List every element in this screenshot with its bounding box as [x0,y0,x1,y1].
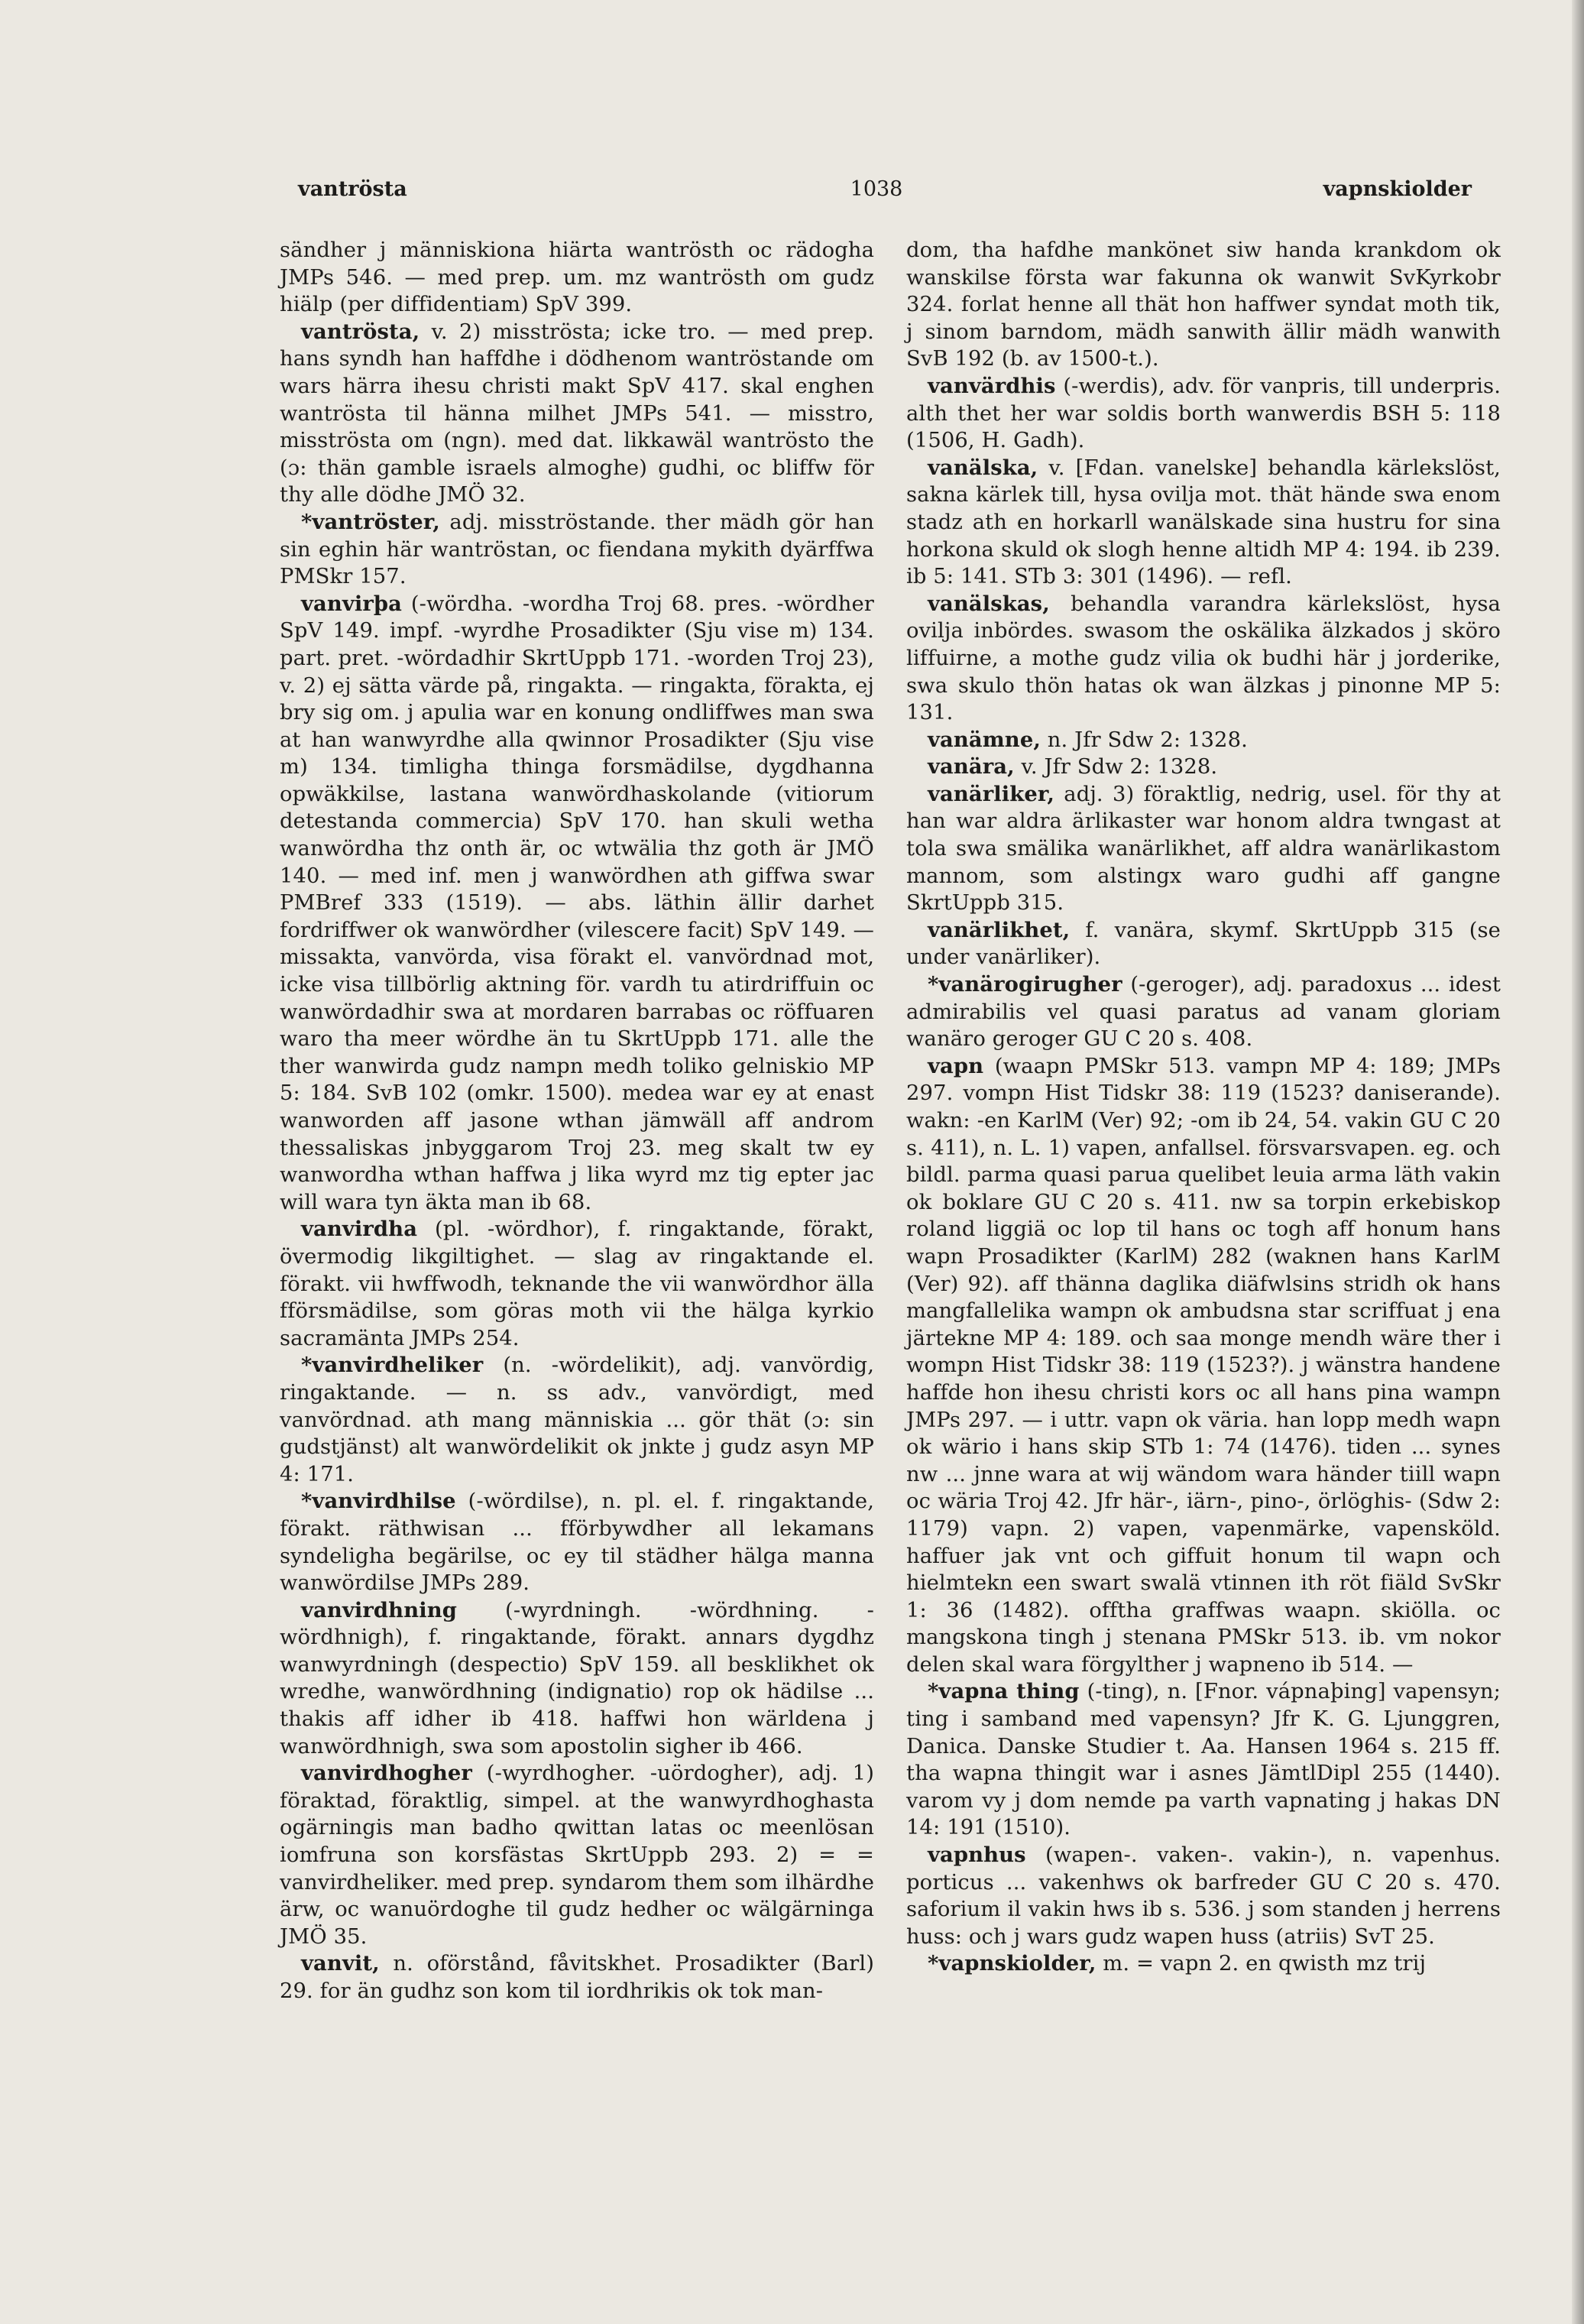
entry-continuation [906,237,1501,373]
dictionary-entry [280,1488,874,1596]
dictionary-entry [906,1842,1501,1950]
dictionary-entry [906,917,1501,971]
entry-text: adj. 3) föraktlig, nedrig, usel. för thy at han war aldra ärlikaster war honom aldra twngast at tola swa smälika wanärlikhet, aff aldra wanärlikastom mannom, som alstingx waro gudhi aff gangne SkrtUppb 315. [906,782,1501,916]
header-left-guide-word: vantrösta [298,177,407,201]
dictionary-entry [280,1597,874,1761]
headword: vanärlikhet, [928,917,1071,942]
entry-text: (-geroger), adj. paradoxus ... idest admirabilis vel quasi paratus ad vanam gloriam wanäro geroger GU C 20 s. 408. [906,973,1501,1052]
headword: vanvärdhis [928,373,1056,398]
dictionary-entry [280,319,874,509]
headword: *vapna thing [928,1679,1080,1704]
dictionary-entry [906,754,1501,781]
headword: *vantröster, [301,509,440,534]
entry-text: (-wyrdhogher. -uördogher), adj. 1) föraktad, föraktlig, simpel. at the wanwyrdhoghasta ogärningis man badho qwittan latas oc meenlösan iomfruna son korsfästas SkrtUppb 293. 2) = = vanvirdheliker. med prep. syndarom them som ilhärdhe ärw, oc wanuördoghe til gudz hedher oc wälgärninga JMÖ 35. [280,1762,874,1949]
header-right-guide-word: vapnskiolder [1323,177,1472,201]
dictionary-entry [906,727,1501,754]
headword: *vanärogirugher [928,972,1122,997]
dictionary-entry [280,1760,874,1950]
entry-text: f. vanära, skymf. SkrtUppb 315 (se under vanärliker). [906,918,1501,970]
dictionary-entry [906,971,1501,1053]
right-column [906,237,1501,1978]
entry-text: (-ting), n. [Fnor. vápnaþing] vapensyn; ting i samband med vapensyn? Jfr K. G. Ljunggren, Danica. Danske Studier t. Aa. Hansen 1964 s. 215 ff. tha wapna thingit war i asnes JämtlDipl 255 (1440). varom vy j dom nemde pa varth vapnating j hakas DN 14: 191 (1510). [906,1680,1501,1840]
dictionary-entry [906,591,1501,727]
entry-text: (-wördilse), n. pl. el. f. ringaktande, förakt. räthwisan ... fförbywdher all lekamans syndeligha begärilse, oc ey til städher hälga manna wanwördilse JMPs 289. [280,1489,874,1596]
headword: vantrösta, [301,319,420,344]
entry-text: adj. misströstande. ther mädh gör han sin eghin här wantröstan, oc fiendana mykith dyärffwa PMSkr 157. [280,510,874,589]
headword: vanvirdha [301,1217,418,1242]
entry-text: (-wördha. -wordha Troj 68. pres. -wördher SpV 149. impf. -wyrdhe Prosadikter (Sju vise m) 134. part. pret. -wördadhir SkrtUppb 171. -worden Troj 23), v. 2) ej sätta värde på, ringakta. — ringakta, förakta, ej bry sig om. j apulia war en konung ondliffwes man swa at han wanwyrdhe alla qwinnor Prosadikter (Sju vise m) 134. timligha thinga forsmädilse, dygdhanna opwäkkilse, lastana wanwördhaskolande (vitiorum detestanda commercia) SpV 170. han skuli wetha wanwördha thz onth är, oc wtwälia thz goth är JMÖ 140. — med inf. men j wanwördhen ath giffwa swar PMBref 333 (1519). — abs. läthin ällir darhet fordriffwer ok wanwördher (vilescere facit) SpV 149. — missakta, vanvörda, visa förakt el. vanvördnad mot, icke visa tillbörlig aktning för. vardh tu atirdriffuin oc wanwördadhir swa at mordaren barrabas oc röffuaren waro tha meer wördhe än tu SkrtUppb 171. alle the ther wanwirda gudz nampn medh toliko gelniskio MP 5: 184. SvB 102 (omkr. 1500). medea war ey at enast wanworden aff jasone wthan jämwäll aff androm thessaliskas jnbyggarom Troj 23. meg skalt tw ey wanwordha wthan haffwa j lika wyrd mz tig epter jac will wara tyn äkta man ib 68. [280,592,875,1214]
entry-text: (wapen-. vaken-. vakin-), n. vapenhus. porticus ... vakenhws ok barfreder GU C 20 s. 470. saforium il vakin hws ib s. 536. j som standen j herrens huss: och j wars gudz wapen huss (atriis) SvT 25. [906,1843,1501,1949]
entry-text: behandla varandra kärlekslöst, hysa ovilja inbördes. swasom the oskälika älzkados j sköro liffuirne, a mothe gudz vilia ok budhi här j jorderike, swa skulo thön hatas ok wan älzkas j pinonne MP 5: 131. [906,592,1501,725]
headword: vanvirþa [301,591,403,616]
entry-text: sändher j människiona hiärta wantrösth oc rädogha JMPs 546. — med prep. um. mz wantrösth om gudz hiälp (per diffidentiam) SpV 399. [280,238,874,317]
running-header [281,177,1472,208]
headword: *vapnskiolder, [928,1951,1096,1976]
headword: vanälska, [928,455,1038,480]
entry-text: m. = vapn 2. en qwisth mz trij [1096,1952,1427,1976]
entry-text: v. [Fdan. vanelske] behandla kärlekslöst, sakna kärlek till, hysa ovilja mot. thät hände swa enom stadz ath en horkarll wanälskade sina hustru for sina horkona skuld ok slogh henne altidh MP 4: 194. ib 239. ib 5: 141. STb 3: 301 (1496). — refl. [906,455,1501,589]
headword: vanvirdhning [301,1597,457,1622]
headword: *vanvirdhilse [301,1489,456,1514]
dictionary-entry [906,455,1501,591]
headword: vanälskas, [928,591,1050,616]
dictionary-entry [280,1352,874,1488]
entry-text: v. 2) misströsta; icke tro. — med prep. hans syndh han haffdhe i dödhenom wantröstande om wars härra ihesu christi makt SpV 417. skal enghen wantrösta til hänna milhet JMPs 541. — misstro, misströsta om (ngn). med dat. likkawäl wantrösto the (ɔ: thän gamble israels almoghe) gudhi, oc bliffw för thy alle dödhe JMÖ 32. [280,319,874,507]
headword: vanvit, [301,1951,380,1976]
dictionary-entry [906,1053,1501,1679]
entry-text: (n. -wördelikit), adj. vanvördig, ringaktande. — n. ss adv., vanvördigt, med vanvördnad. ath mang människia ... gör thät (ɔ: sin gudstjänst) alt wanwördelikit ok jnkte j gudz asyn MP 4: 171. [280,1353,874,1486]
entry-continuation [280,237,874,319]
entry-text: (pl. -wördhor), f. ringaktande, förakt, övermodig likgiltighet. — slag av ringaktande el. förakt. vii hwffwodh, teknande the vii wanwördhor älla fförsmädilse, som göras moth vii the hälga kyrkio sacramänta JMPs 254. [280,1217,874,1350]
entry-text: (waapn PMSkr 513. vampn MP 4: 189; JMPs 297. vompn Hist Tidskr 38: 119 (1523? daniserande). wakn: -en KarlM (Ver) 92; -om ib 24, 54. vakin GU C 20 s. 411), n. L. 1) vapen, anfallsel. försvarsvapen. eg. och bildl. parma quasi parua quelibet leuia arma läth vakin ok boklare GU C 20 s. 411. nw sa torpin erkebiskop roland liggiä oc lop til hans oc togh aff honum hans wapn Prosadikter (KarlM) 282 (waknen hans KarlM (Ver) 92). aff thänna daglika diäfwlsins stridh ok hans mangfallelika wampn ok ambudsna star scriffuat j ena järtekne MP 4: 189. och saa monge mendh wäre ther i wompn Hist Tidskr 38: 119 (1523?). j wänstra handene haffde hon ihesu christi kors oc all hans pina wampn JMPs 297. — i uttr. vapn ok väria. han lopp medh wapn ok wärio i hans skip STb 1: 74 (1476). tiden ... synes nw ... jnne wara at wij wändom wara händer tiill wapn oc wäria Troj 42. Jfr här-, iärn-, pino-, örlöghis- (Sdw 2: 1179) vapn. 2) vapen, vapenmärke, vapensköld. haffuer jak vnt och giffuit honum til wapn och hielmtekn een swart swalä vtinnen ith röt fiäld SvSkr 1: 36 (1482). offtha graffwas waapn. skiölla. oc mangskona tingh j stenana PMSkr 513. ib. vm nokor delen skal wara förgylther j wapneno ib 514. — [906,1054,1501,1677]
page-number: 1038 [850,177,903,201]
headword: vanära, [928,754,1015,780]
left-column [280,237,874,2005]
dictionary-entry [906,373,1501,455]
entry-text: v. Jfr Sdw 2: 1328. [1014,755,1218,780]
headword: vanvirdhogher [301,1761,472,1786]
entry-text: n. oförstånd, fåvitskhet. Prosadikter (Barl) 29. for än gudhz son kom til iordhrikis ok tok man- [280,1952,874,2003]
dictionary-entry [280,1950,874,2005]
dictionary-entry [280,1216,874,1352]
dictionary-entry [280,509,874,591]
entry-text: (-werdis), adv. för vanpris, till underpris. alth thet her war soldis borth wanwerdis BSH 5: 118 (1506, H. Gadh). [906,374,1501,453]
dictionary-entry [280,591,874,1217]
headword: vanärliker, [928,781,1055,806]
entry-text: (-wyrdningh. -wördhning. -wördhnigh), f. ringaktande, förakt. annars dygdhz wanwyrdningh (despectio) SpV 159. all besklikhet ok wredhe, wanwördhning (indignatio) rop ok hädilse ... thakis aff idher ib 418. haffwi hon wärldena j wanwördhnigh, swa som apostolin sigher ib 466. [280,1598,874,1758]
headword: vanämne, [928,727,1041,752]
dictionary-entry [906,781,1501,917]
headword: vapn [928,1053,984,1078]
entry-text: dom, tha hafdhe mankönet siw handa krankdom ok wanskilse första war fakunna ok wanwit SvKyrkobr 324. forlat henne all thät hon haffwer syndat moth tik, j sinom barndom, mädh sanwith ällir mädh wanwith SvB 192 (b. av 1500-t.). [906,238,1501,371]
headword: *vanvirdheliker [301,1353,484,1378]
entry-text: n. Jfr Sdw 2: 1328. [1041,728,1248,752]
dictionary-entry [906,1678,1501,1842]
dictionary-entry [906,1950,1501,1978]
headword: vapnhus [928,1843,1026,1868]
